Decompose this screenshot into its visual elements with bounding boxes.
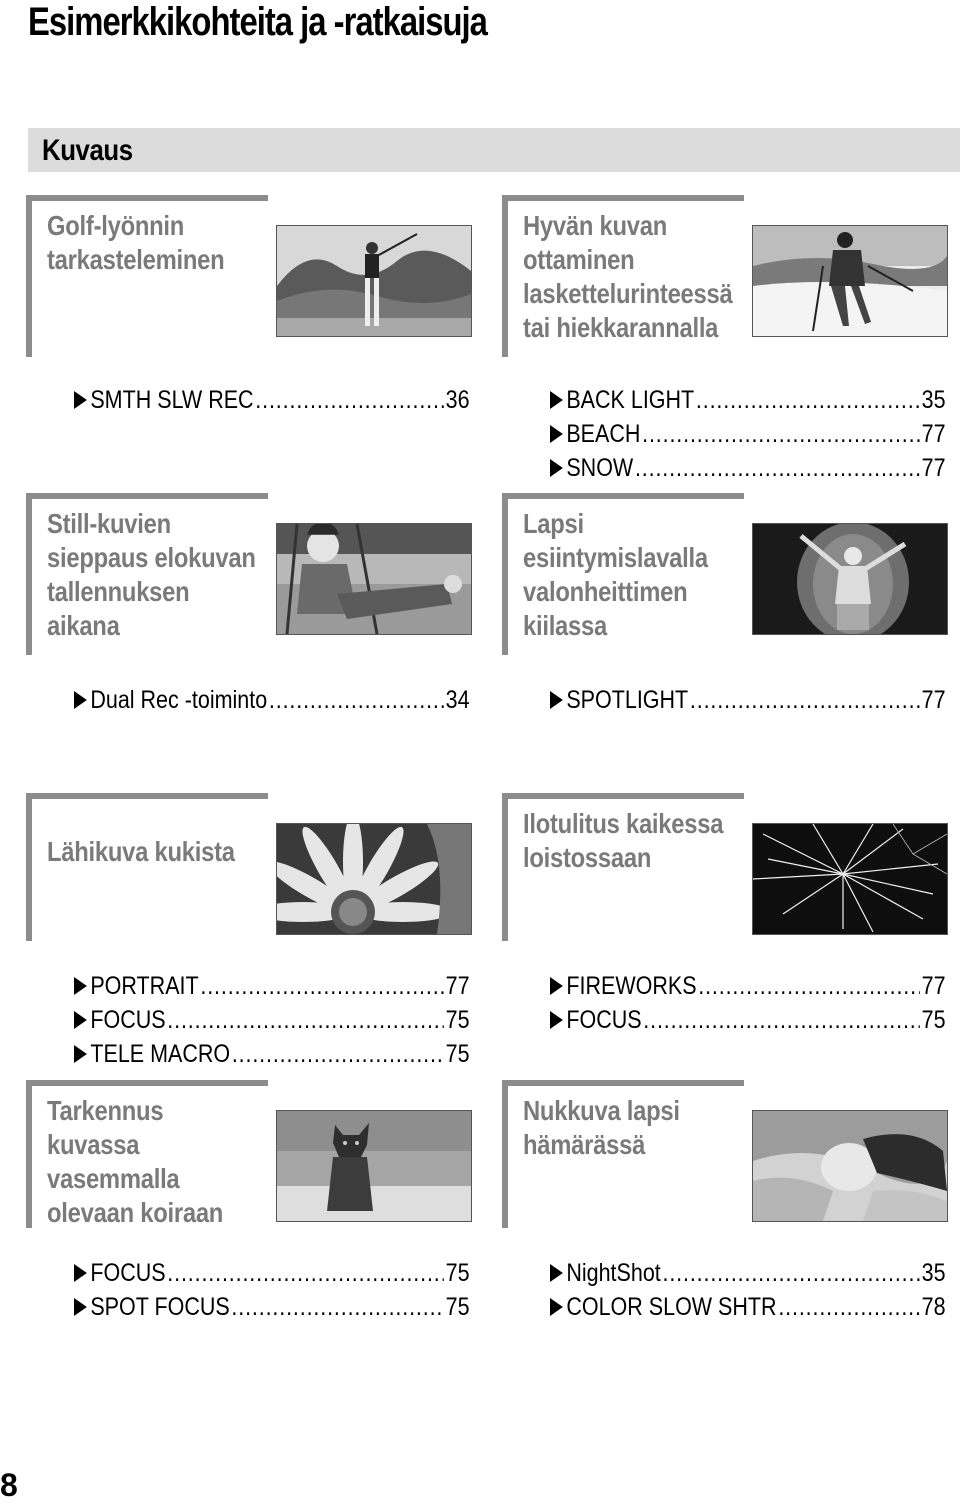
- page-refs: [550, 969, 950, 1037]
- example-card-golf: [26, 195, 476, 357]
- example-card-spotlight: [502, 493, 952, 655]
- triangle-icon: [74, 391, 87, 409]
- child-on-swing-photo: [276, 523, 472, 635]
- page-ref: FOCUS ..... 75: [74, 1256, 470, 1290]
- example-card-nightshot: [502, 1080, 952, 1228]
- page-ref: SPOT FOCUS ..... 75: [74, 1290, 470, 1324]
- page-ref: PORTRAIT ..... 77: [74, 969, 470, 1003]
- triangle-icon: [74, 977, 87, 995]
- section-header: [28, 128, 960, 172]
- page-refs: [550, 1256, 950, 1324]
- example-card-fireworks: [502, 793, 952, 941]
- triangle-icon: [550, 691, 563, 709]
- flower-closeup-photo: [276, 823, 472, 935]
- example-card-ski-beach: [502, 195, 952, 357]
- card-title: Nukkuva lapsi hämärässä: [523, 1095, 680, 1160]
- page-refs: [550, 383, 950, 485]
- card-title: Still-kuvien sieppaus elokuvan tallennuksen aikana: [47, 508, 256, 641]
- card-title: Lapsi esiintymislavalla valonheittimen kiilassa: [523, 508, 708, 641]
- page-ref: FIREWORKS ..... 77: [550, 969, 946, 1003]
- card-title: Tarkennus kuvassa vasemmalla olevaan koiraan: [47, 1095, 224, 1228]
- page-refs: [74, 683, 474, 717]
- page-ref: Dual Rec -toiminto ..... 34: [74, 683, 470, 717]
- page-refs: [74, 969, 474, 1071]
- page-ref: COLOR SLOW SHTR ..... 78: [550, 1290, 946, 1324]
- skier-photo: [752, 225, 948, 337]
- page-number: 8: [0, 1467, 18, 1503]
- triangle-icon: [74, 1011, 87, 1029]
- sleeping-child-photo: [752, 1110, 948, 1222]
- dog-photo: [276, 1110, 472, 1222]
- page-ref: BACK LIGHT ..... 35: [550, 383, 946, 417]
- card-title: Golf-lyönnin tarkasteleminen: [47, 210, 225, 275]
- triangle-icon: [74, 691, 87, 709]
- page-ref: SPOTLIGHT ..... 77: [550, 683, 946, 717]
- example-card-flower: [26, 793, 476, 941]
- golf-swing-photo: [276, 225, 472, 337]
- triangle-icon: [550, 1298, 563, 1316]
- triangle-icon: [74, 1298, 87, 1316]
- page-ref: SNOW ..... 77: [550, 451, 946, 485]
- card-title: Hyvän kuvan ottaminen laskettelurinteessä tai hiekkarannalla: [523, 210, 733, 343]
- page-refs: [550, 683, 950, 717]
- section-title: Kuvaus: [42, 134, 133, 167]
- page-ref: FOCUS ..... 75: [74, 1003, 470, 1037]
- triangle-icon: [550, 1011, 563, 1029]
- triangle-icon: [550, 459, 563, 477]
- child-spotlight-photo: [752, 523, 948, 635]
- page-ref: NightShot ..... 35: [550, 1256, 946, 1290]
- page-ref: TELE MACRO ..... 75: [74, 1037, 470, 1071]
- page-ref: FOCUS ..... 75: [550, 1003, 946, 1037]
- triangle-icon: [550, 1264, 563, 1282]
- page-refs: [74, 383, 474, 417]
- card-title: Lähikuva kukista: [47, 836, 235, 867]
- page-ref: SMTH SLW REC ..... 36: [74, 383, 470, 417]
- page-title: Esimerkkikohteita ja -ratkaisuja: [28, 0, 487, 44]
- page-refs: [74, 1256, 474, 1324]
- example-card-dog: [26, 1080, 476, 1228]
- example-card-dual-rec: [26, 493, 476, 655]
- triangle-icon: [550, 977, 563, 995]
- triangle-icon: [74, 1045, 87, 1063]
- page-ref: BEACH ..... 77: [550, 417, 946, 451]
- card-title: Ilotulitus kaikessa loistossaan: [523, 808, 724, 873]
- triangle-icon: [74, 1264, 87, 1282]
- triangle-icon: [550, 391, 563, 409]
- triangle-icon: [550, 425, 563, 443]
- fireworks-photo: [752, 823, 948, 935]
